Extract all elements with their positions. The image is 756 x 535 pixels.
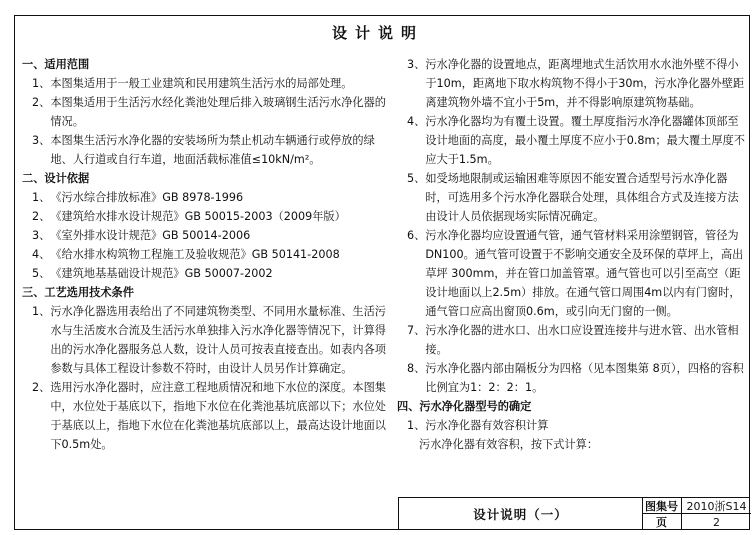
item-text: 污水净化器均为有覆土设置。覆土厚度指污水净化器罐体顶部至设计地面的高度，最小覆土厚度不应小于0.8m；最大覆土厚度不应大于1.5m。 [425, 115, 745, 166]
item-number: 1、 [32, 191, 51, 204]
atlas-number-label: 图集号 [642, 498, 682, 514]
list-item [397, 169, 745, 226]
item-number: 4、 [32, 248, 51, 261]
list-item [22, 74, 394, 93]
list-item [22, 302, 394, 378]
section-heading: 三、工艺选用技术条件 [22, 286, 134, 299]
item-number: 4、 [407, 115, 426, 128]
list-item [22, 378, 394, 454]
reference-item [22, 207, 394, 226]
atlas-number-value: 2010浙S14 [682, 498, 751, 514]
item-text: 《建筑地基基础设计规范》GB 50007-2002 [50, 267, 273, 280]
section-heading: 一、适用范围 [22, 58, 90, 71]
item-text: 污水净化器选用表给出了不同建筑物类型、不同用水量标准、生活污水与生活废水合流及生活污水单独排入污水净化器等情况下，计算得出的污水净化器服务总人数，设计人员可按表直接查出。如表内各项参数与具体工程设计参数不符时，由设计人员另作计算确定。 [50, 305, 386, 375]
item-number: 5、 [32, 267, 51, 280]
item-number: 8、 [407, 362, 426, 375]
item-number: 2、 [32, 96, 51, 109]
section-heading: 四、污水净化器型号的确定 [397, 400, 532, 413]
item-number: 1、 [32, 305, 51, 318]
item-number: 1、 [32, 77, 51, 90]
item-number: 3、 [32, 229, 51, 242]
item-number: 2、 [32, 210, 51, 223]
item-text: 污水净化器有效容积计算 [425, 419, 549, 432]
item-text: 污水净化器的进水口、出水口应设置连接井与进水管、出水管相接。 [425, 324, 739, 356]
item-text: 如受场地限制或运输困难等原因不能安置合适型号污水净化器时，可选用多个污水净化器联合处理，具体组合方式及连接方法由设计人员依据现场实际情况确定。 [425, 172, 739, 223]
reference-item [22, 226, 394, 245]
list-item [397, 112, 745, 169]
list-item [397, 416, 745, 435]
sheet-name: 设计说明（一） [399, 498, 643, 530]
item-text: 《污水综合排放标准》GB 8978-1996 [50, 191, 244, 204]
title-block [398, 497, 750, 530]
page-label: 页 [642, 514, 682, 530]
list-item [397, 359, 745, 397]
item-number: 6、 [407, 229, 426, 242]
item-text: 污水净化器的设置地点，距离埋地式生活饮用水水池外壁不得小于10m，距离地下取水构筑物不得小于30m，污水净化器外壁距离建筑物外墙不宜小于5m，并不得影响原建筑物基础。 [425, 58, 745, 109]
item-number: 7、 [407, 324, 426, 337]
reference-item [22, 188, 394, 207]
item-text: 《给水排水构筑物工程施工及验收规范》GB 50141-2008 [50, 248, 340, 261]
item-text: 选用污水净化器时，应注意工程地质情况和地下水位的深度。本图集中，水位处于基底以下，指地下水位在化粪池基坑底部以下；水位处于基底以上，指地下水位在化粪池基坑底部以上，最高达设计地面以下0.5m处。 [50, 381, 386, 451]
item-text: 本图集适用于一般工业建筑和民用建筑生活污水的局部处理。 [50, 77, 353, 90]
list-item [397, 321, 745, 359]
page-title: 设计说明 [331, 24, 424, 42]
list-item [22, 93, 394, 131]
item-text: 本图集生活污水净化器的安装场所为禁止机动车辆通行或停放的绿地、人行道或自行车道，地面活载标准值≤10kN/m²。 [50, 134, 375, 166]
section-heading: 二、设计依据 [22, 172, 90, 185]
item-text: 《室外排水设计规范》GB 50014-2006 [50, 229, 251, 242]
item-text: 本图集适用于生活污水经化粪池处理后排入玻璃钢生活污水净化器的情况。 [50, 96, 386, 128]
left-column [22, 55, 394, 454]
item-text: 污水净化器内部由隔板分为四格（见本图集第 8页），四格的容积比例宜为1：2：2：1。 [425, 362, 744, 394]
item-text: 《建筑给水排水设计规范》GB 50015-2003（2009年版） [50, 210, 346, 223]
reference-item [22, 264, 394, 283]
page-number: 2 [713, 515, 720, 529]
right-column [397, 55, 745, 454]
reference-item [22, 245, 394, 264]
list-item [22, 131, 394, 169]
item-number: 3、 [32, 134, 51, 147]
item-number: 5、 [407, 172, 426, 185]
list-item [397, 226, 745, 321]
item-number: 3、 [407, 58, 426, 71]
paragraph: 污水净化器有效容积，按下式计算： [419, 438, 599, 451]
item-number: 1、 [407, 419, 426, 432]
item-number: 2、 [32, 381, 51, 394]
item-text: 污水净化器均应设置通气管，通气管材料采用涂塑钢管，管径为DN100。通气管可设置于不影响交通安全及环保的草坪上，高出草坪 300mm，并在管口加盖管罩。通气管也可以引至高空（距设计地面以上2.5m）排放。在通气管口周围4m以内有门窗时，通气管口应高出窗顶0.6m，或引向无门窗的一侧。 [425, 229, 744, 318]
list-item [397, 55, 745, 112]
